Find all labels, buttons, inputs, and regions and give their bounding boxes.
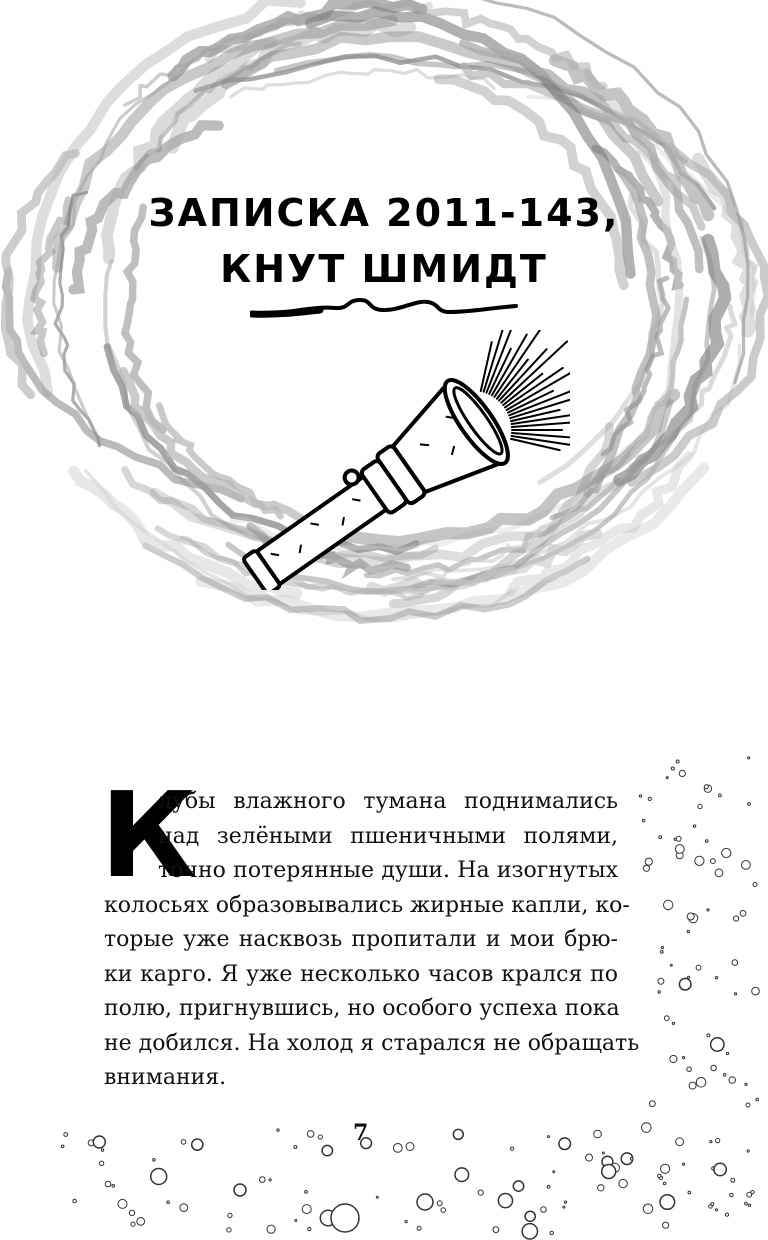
body-line: ки карго. Я уже несколько часов крался по <box>104 961 618 987</box>
body-line: торые уже насквозь пропитали и мои брю- <box>104 927 618 952</box>
page-number: 7 <box>353 1120 369 1146</box>
flashlight-icon <box>210 330 570 590</box>
body-line: над зелёными пшеничными полями, <box>158 823 618 849</box>
title-squiggle <box>250 292 518 322</box>
chapter-title-line-1: ЗАПИСКА 2011-143, <box>148 191 620 235</box>
chapter-title <box>0 185 768 297</box>
body-line: лубы влажного тумана поднимались <box>158 789 618 814</box>
body-line: колосьях образовывались жирные капли, ко- <box>104 892 630 918</box>
bubbles-decoration <box>0 740 768 1240</box>
body-line: внимания. <box>104 1065 227 1090</box>
body-line: точно потерянные души. На изогнутых <box>158 858 618 883</box>
drop-cap: К <box>100 766 197 904</box>
body-line: полю, пригнувшись, но особого успеха пока <box>104 996 620 1021</box>
body-line: не добился. На холод я старался не обращать <box>104 1030 640 1056</box>
chapter-title-line-2: КНУТ ШМИДТ <box>220 247 548 291</box>
